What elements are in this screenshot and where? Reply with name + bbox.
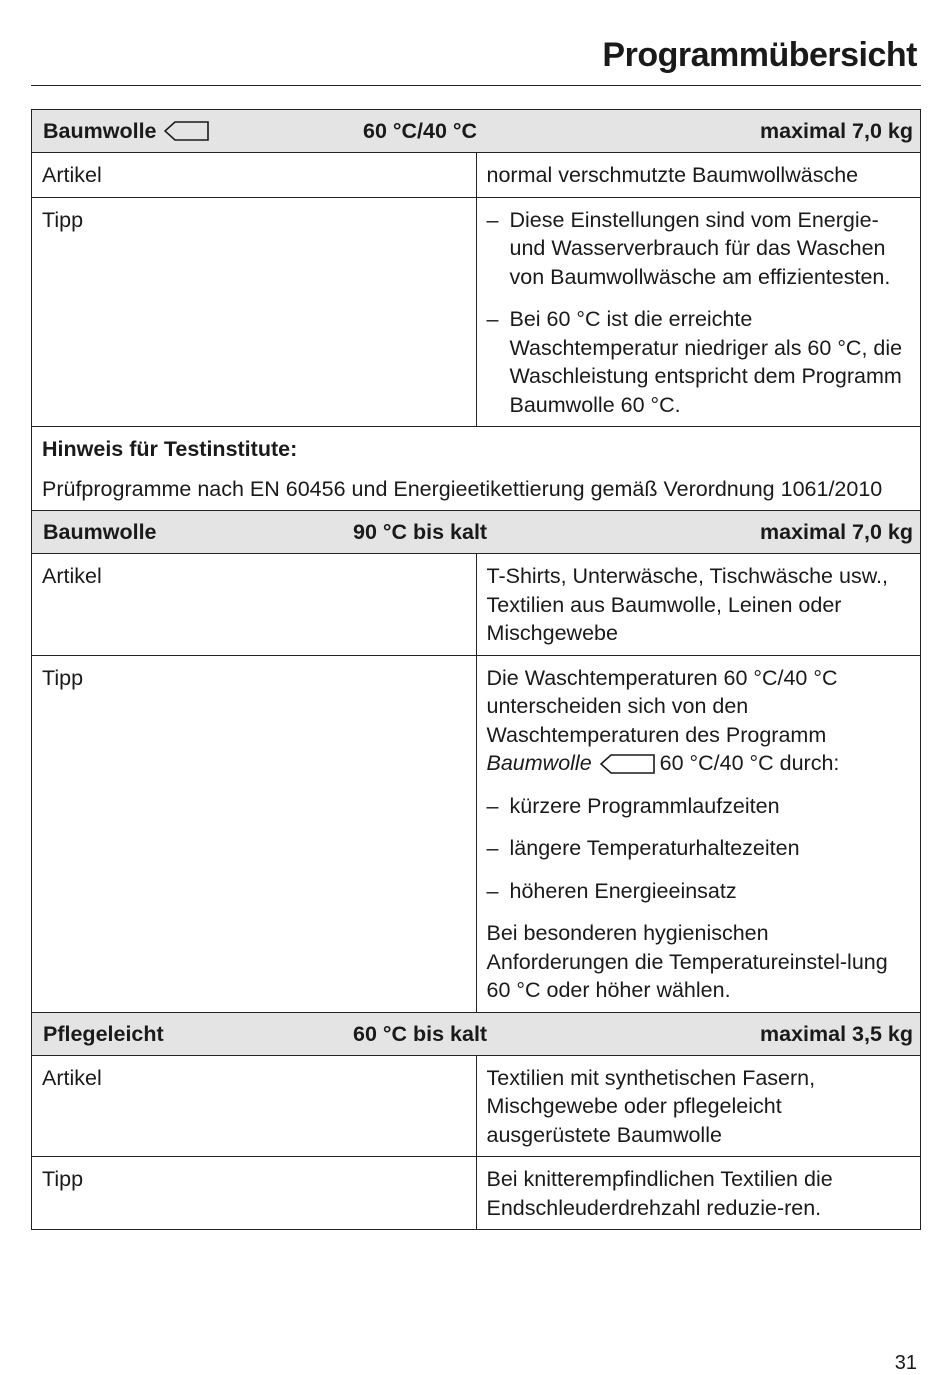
tipp-list-item: – längere Temperaturhaltezeiten xyxy=(486,836,800,860)
hint-text: Prüfprogramme nach EN 60456 und Energieetikettierung gemäß Verordnung 1061/2010 xyxy=(42,476,883,501)
program-header-pflegeleicht xyxy=(32,1012,921,1055)
tipp-row xyxy=(32,1157,921,1230)
program-temperature: 90 °C bis kalt xyxy=(353,520,488,544)
artikel-row xyxy=(32,153,921,198)
tipp-list-item: – Diese Einstellungen sind vom Energie- und Wasserverbrauch für das Waschen von Baumwollwäsche am effizientesten. xyxy=(486,207,891,289)
program-overview-table xyxy=(31,109,921,1230)
tipp-outro: Bei besonderen hygienischen Anforderungen die Temperatureinstel-lung 60 °C oder höher wählen. xyxy=(486,921,888,1002)
eco-tag-icon xyxy=(600,753,656,775)
program-max-load: maximal 7,0 kg xyxy=(760,520,913,544)
tipp-list-item: – kürzere Programmlaufzeiten xyxy=(486,793,780,818)
hint-row xyxy=(32,427,921,511)
program-temperature: 60 °C/40 °C xyxy=(363,119,477,143)
eco-tag-icon xyxy=(164,120,210,142)
program-name: Baumwolle xyxy=(43,520,157,544)
tipp-list-item: – höheren Energieeinsatz xyxy=(486,878,737,903)
program-name: Pflegeleicht xyxy=(43,1021,164,1046)
tipp-content xyxy=(476,655,921,1012)
program-header-baumwolle xyxy=(32,511,921,554)
artikel-label: Artikel xyxy=(32,153,477,198)
program-max-load: maximal 7,0 kg xyxy=(760,119,913,143)
tipp-label: Tipp xyxy=(32,1157,477,1230)
program-temperature: 60 °C bis kalt xyxy=(353,1021,488,1046)
tipp-content xyxy=(476,197,921,427)
page-title: Programmübersicht xyxy=(602,36,917,74)
artikel-label: Artikel xyxy=(32,554,477,656)
program-header-baumwolle-eco xyxy=(32,110,921,153)
artikel-text: normal verschmutzte Baumwollwäsche xyxy=(476,153,921,198)
artikel-row xyxy=(32,554,921,656)
artikel-label: Artikel xyxy=(32,1055,477,1157)
program-name: Baumwolle xyxy=(43,119,157,143)
tipp-intro: Die Waschtemperaturen 60 °C/40 °C unterscheiden sich von den Waschtemperaturen des Programm Baumwolle 60 °C/40 °C durch: xyxy=(486,665,840,775)
artikel-row xyxy=(32,1055,921,1157)
artikel-text: T-Shirts, Unterwäsche, Tischwäsche usw., Textilien aus Baumwolle, Leinen oder Mischgewebe xyxy=(476,554,921,656)
artikel-text: Textilien mit synthetischen Fasern, Mischgewebe oder pflegeleicht ausgerüstete Baumwolle xyxy=(476,1055,921,1157)
tipp-label: Tipp xyxy=(32,197,477,427)
tipp-row xyxy=(32,655,921,1012)
tipp-label: Tipp xyxy=(32,655,477,1012)
tipp-list-item: – Bei 60 °C ist die erreichte Waschtemperatur niedriger als 60 °C, die Waschleistung entspricht dem Programm Baumwolle 60 °C. xyxy=(486,307,903,417)
title-divider xyxy=(31,85,921,86)
page-number: 31 xyxy=(894,1352,917,1374)
hint-title: Hinweis für Testinstitute: xyxy=(42,437,298,461)
tipp-text: Bei knitterempfindlichen Textilien die Endschleuderdrehzahl reduzie-ren. xyxy=(476,1157,921,1230)
tipp-row xyxy=(32,197,921,427)
program-max-load: maximal 3,5 kg xyxy=(760,1021,913,1046)
